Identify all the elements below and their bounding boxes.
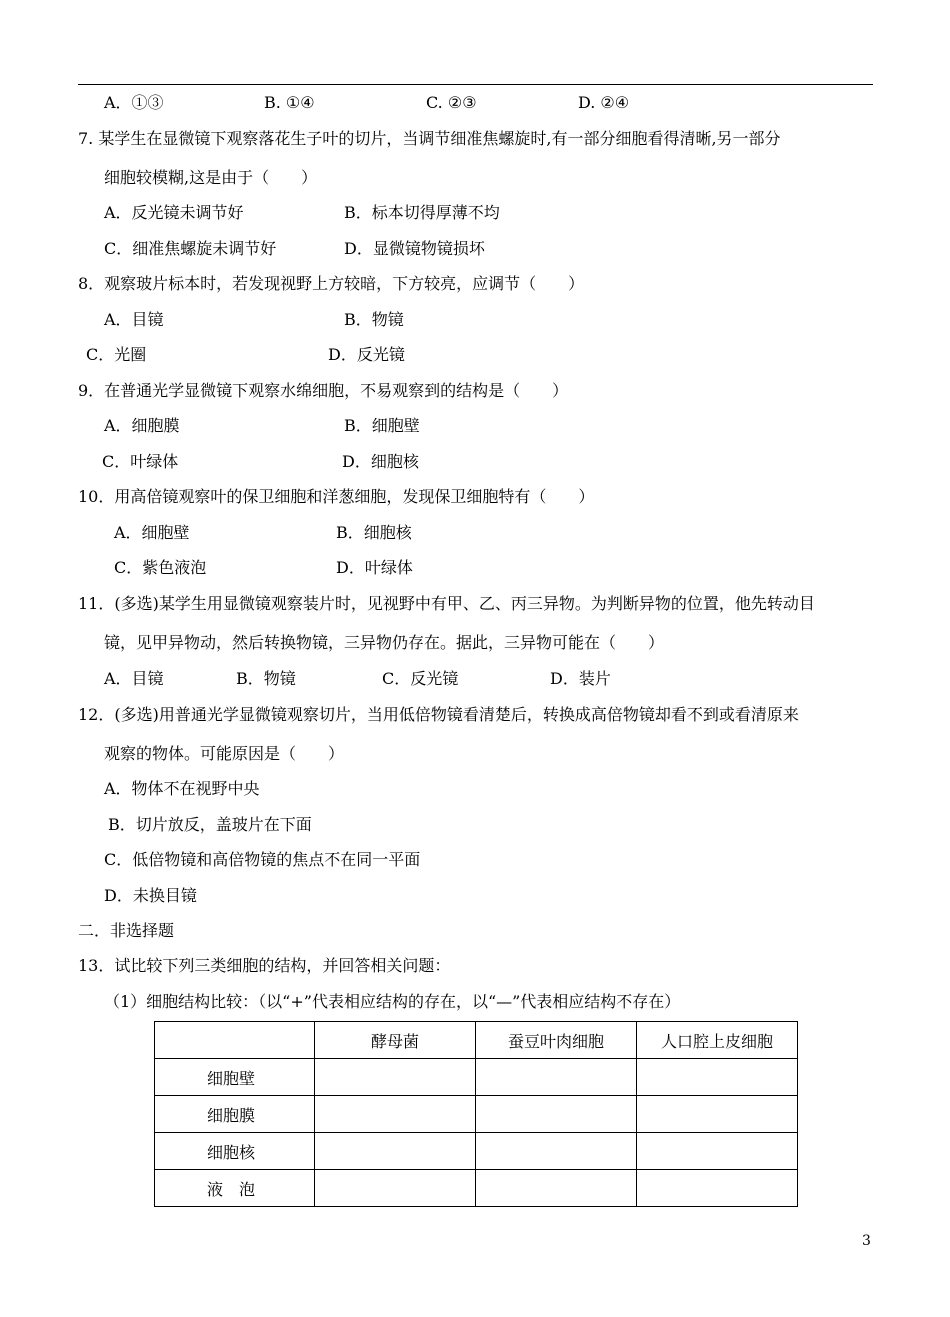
q8-option-d: D．反光镜 <box>328 345 405 364</box>
q9-option-a: A．细胞膜 <box>104 416 180 435</box>
q13-subquestion-1: （1）细胞结构比较：（以“+”代表相应结构的存在，以“—”代表相应结构不存在） <box>104 992 681 1011</box>
cell-structure-table <box>154 1021 798 1207</box>
q7-option-b: B．标本切得厚薄不均 <box>344 203 500 222</box>
q11-option-a: A．目镜 <box>104 669 164 688</box>
q7-stem-line2: 细胞较模糊,这是由于（ ） <box>104 168 318 187</box>
q12-stem-line1: 12．(多选)用普通光学显微镜观察切片，当用低倍物镜看清楚后，转换成高倍物镜却看不到或看清原来 <box>78 705 799 724</box>
q8-option-c: C．光圈 <box>86 345 147 364</box>
q11-stem-line1: 11．(多选)某学生用显微镜观察装片时，见视野中有甲、乙、丙三异物。为判断异物的位置，他先转动目 <box>78 594 815 613</box>
q10-option-b: B．细胞核 <box>336 523 412 542</box>
q8-option-b: B．物镜 <box>344 310 404 329</box>
q9-stem: 9．在普通光学显微镜下观察水绵细胞，不易观察到的结构是（ ） <box>78 381 569 400</box>
q6-option-c: C. ②③ <box>426 93 477 112</box>
q7-stem-line1: 7. 某学生在显微镜下观察落花生子叶的切片，当调节细准焦螺旋时,有一部分细胞看得清晰,另一部分 <box>78 129 781 148</box>
q10-stem: 10．用高倍镜观察叶的保卫细胞和洋葱细胞，发现保卫细胞特有（ ） <box>78 487 595 506</box>
table-row <box>155 1133 798 1170</box>
top-rule <box>78 84 873 85</box>
q11-option-c: C．反光镜 <box>382 669 459 688</box>
q13-stem: 13．试比较下列三类细胞的结构，并回答相关问题： <box>78 956 451 975</box>
q12-option-d: D．未换目镜 <box>104 886 197 905</box>
table-row <box>155 1059 798 1096</box>
q6-option-d: D. ②④ <box>578 93 630 112</box>
answer-cell[interactable] <box>315 1059 476 1096</box>
answer-cell[interactable] <box>315 1133 476 1170</box>
answer-cell[interactable] <box>476 1059 637 1096</box>
answer-cell[interactable] <box>637 1096 798 1133</box>
table-row <box>155 1096 798 1133</box>
answer-cell[interactable] <box>476 1170 637 1207</box>
q8-stem: 8．观察玻片标本时，若发现视野上方较暗，下方较亮，应调节（ ） <box>78 274 585 293</box>
q12-option-a: A．物体不在视野中央 <box>104 779 260 798</box>
row-label: 细胞核 <box>155 1133 315 1170</box>
section-heading: 二．非选择题 <box>78 921 175 940</box>
q11-stem-line2: 镜，见甲异物动，然后转换物镜，三异物仍存在。据此，三异物可能在（ ） <box>104 633 665 652</box>
q10-option-c: C．紫色液泡 <box>114 558 207 577</box>
answer-cell[interactable] <box>315 1096 476 1133</box>
table-header-row <box>155 1022 798 1059</box>
q9-option-b: B．细胞壁 <box>344 416 420 435</box>
q12-option-c: C．低倍物镜和高倍物镜的焦点不在同一平面 <box>104 850 421 869</box>
answer-cell[interactable] <box>637 1059 798 1096</box>
q10-option-a: A．细胞壁 <box>114 523 190 542</box>
q7-option-d: D．显微镜物镜损坏 <box>344 239 485 258</box>
q6-option-a: A．①③ <box>104 93 164 112</box>
table-header-cell: 酵母菌 <box>315 1022 476 1059</box>
q12-option-b: B．切片放反，盖玻片在下面 <box>108 815 312 834</box>
row-label: 细胞壁 <box>155 1059 315 1096</box>
q9-option-c: C．叶绿体 <box>102 452 179 471</box>
q6-option-b: B. ①④ <box>264 93 315 112</box>
q7-option-c: C．细准焦螺旋未调节好 <box>104 239 277 258</box>
q8-option-a: A．目镜 <box>104 310 164 329</box>
answer-cell[interactable] <box>476 1133 637 1170</box>
row-label: 液 泡 <box>155 1170 315 1207</box>
q7-option-a: A．反光镜未调节好 <box>104 203 244 222</box>
q10-option-d: D．叶绿体 <box>336 558 413 577</box>
table-header-cell: 人口腔上皮细胞 <box>637 1022 798 1059</box>
q12-stem-line2: 观察的物体。可能原因是（ ） <box>104 744 345 763</box>
page-number: 3 <box>862 1233 871 1249</box>
answer-cell[interactable] <box>476 1096 637 1133</box>
answer-cell[interactable] <box>637 1133 798 1170</box>
q11-option-d: D．装片 <box>550 669 611 688</box>
row-label: 细胞膜 <box>155 1096 315 1133</box>
table-row <box>155 1170 798 1207</box>
answer-cell[interactable] <box>315 1170 476 1207</box>
q11-option-b: B．物镜 <box>236 669 296 688</box>
table-header-cell <box>155 1022 315 1059</box>
table-header-cell: 蚕豆叶肉细胞 <box>476 1022 637 1059</box>
q9-option-d: D．细胞核 <box>342 452 419 471</box>
answer-cell[interactable] <box>637 1170 798 1207</box>
